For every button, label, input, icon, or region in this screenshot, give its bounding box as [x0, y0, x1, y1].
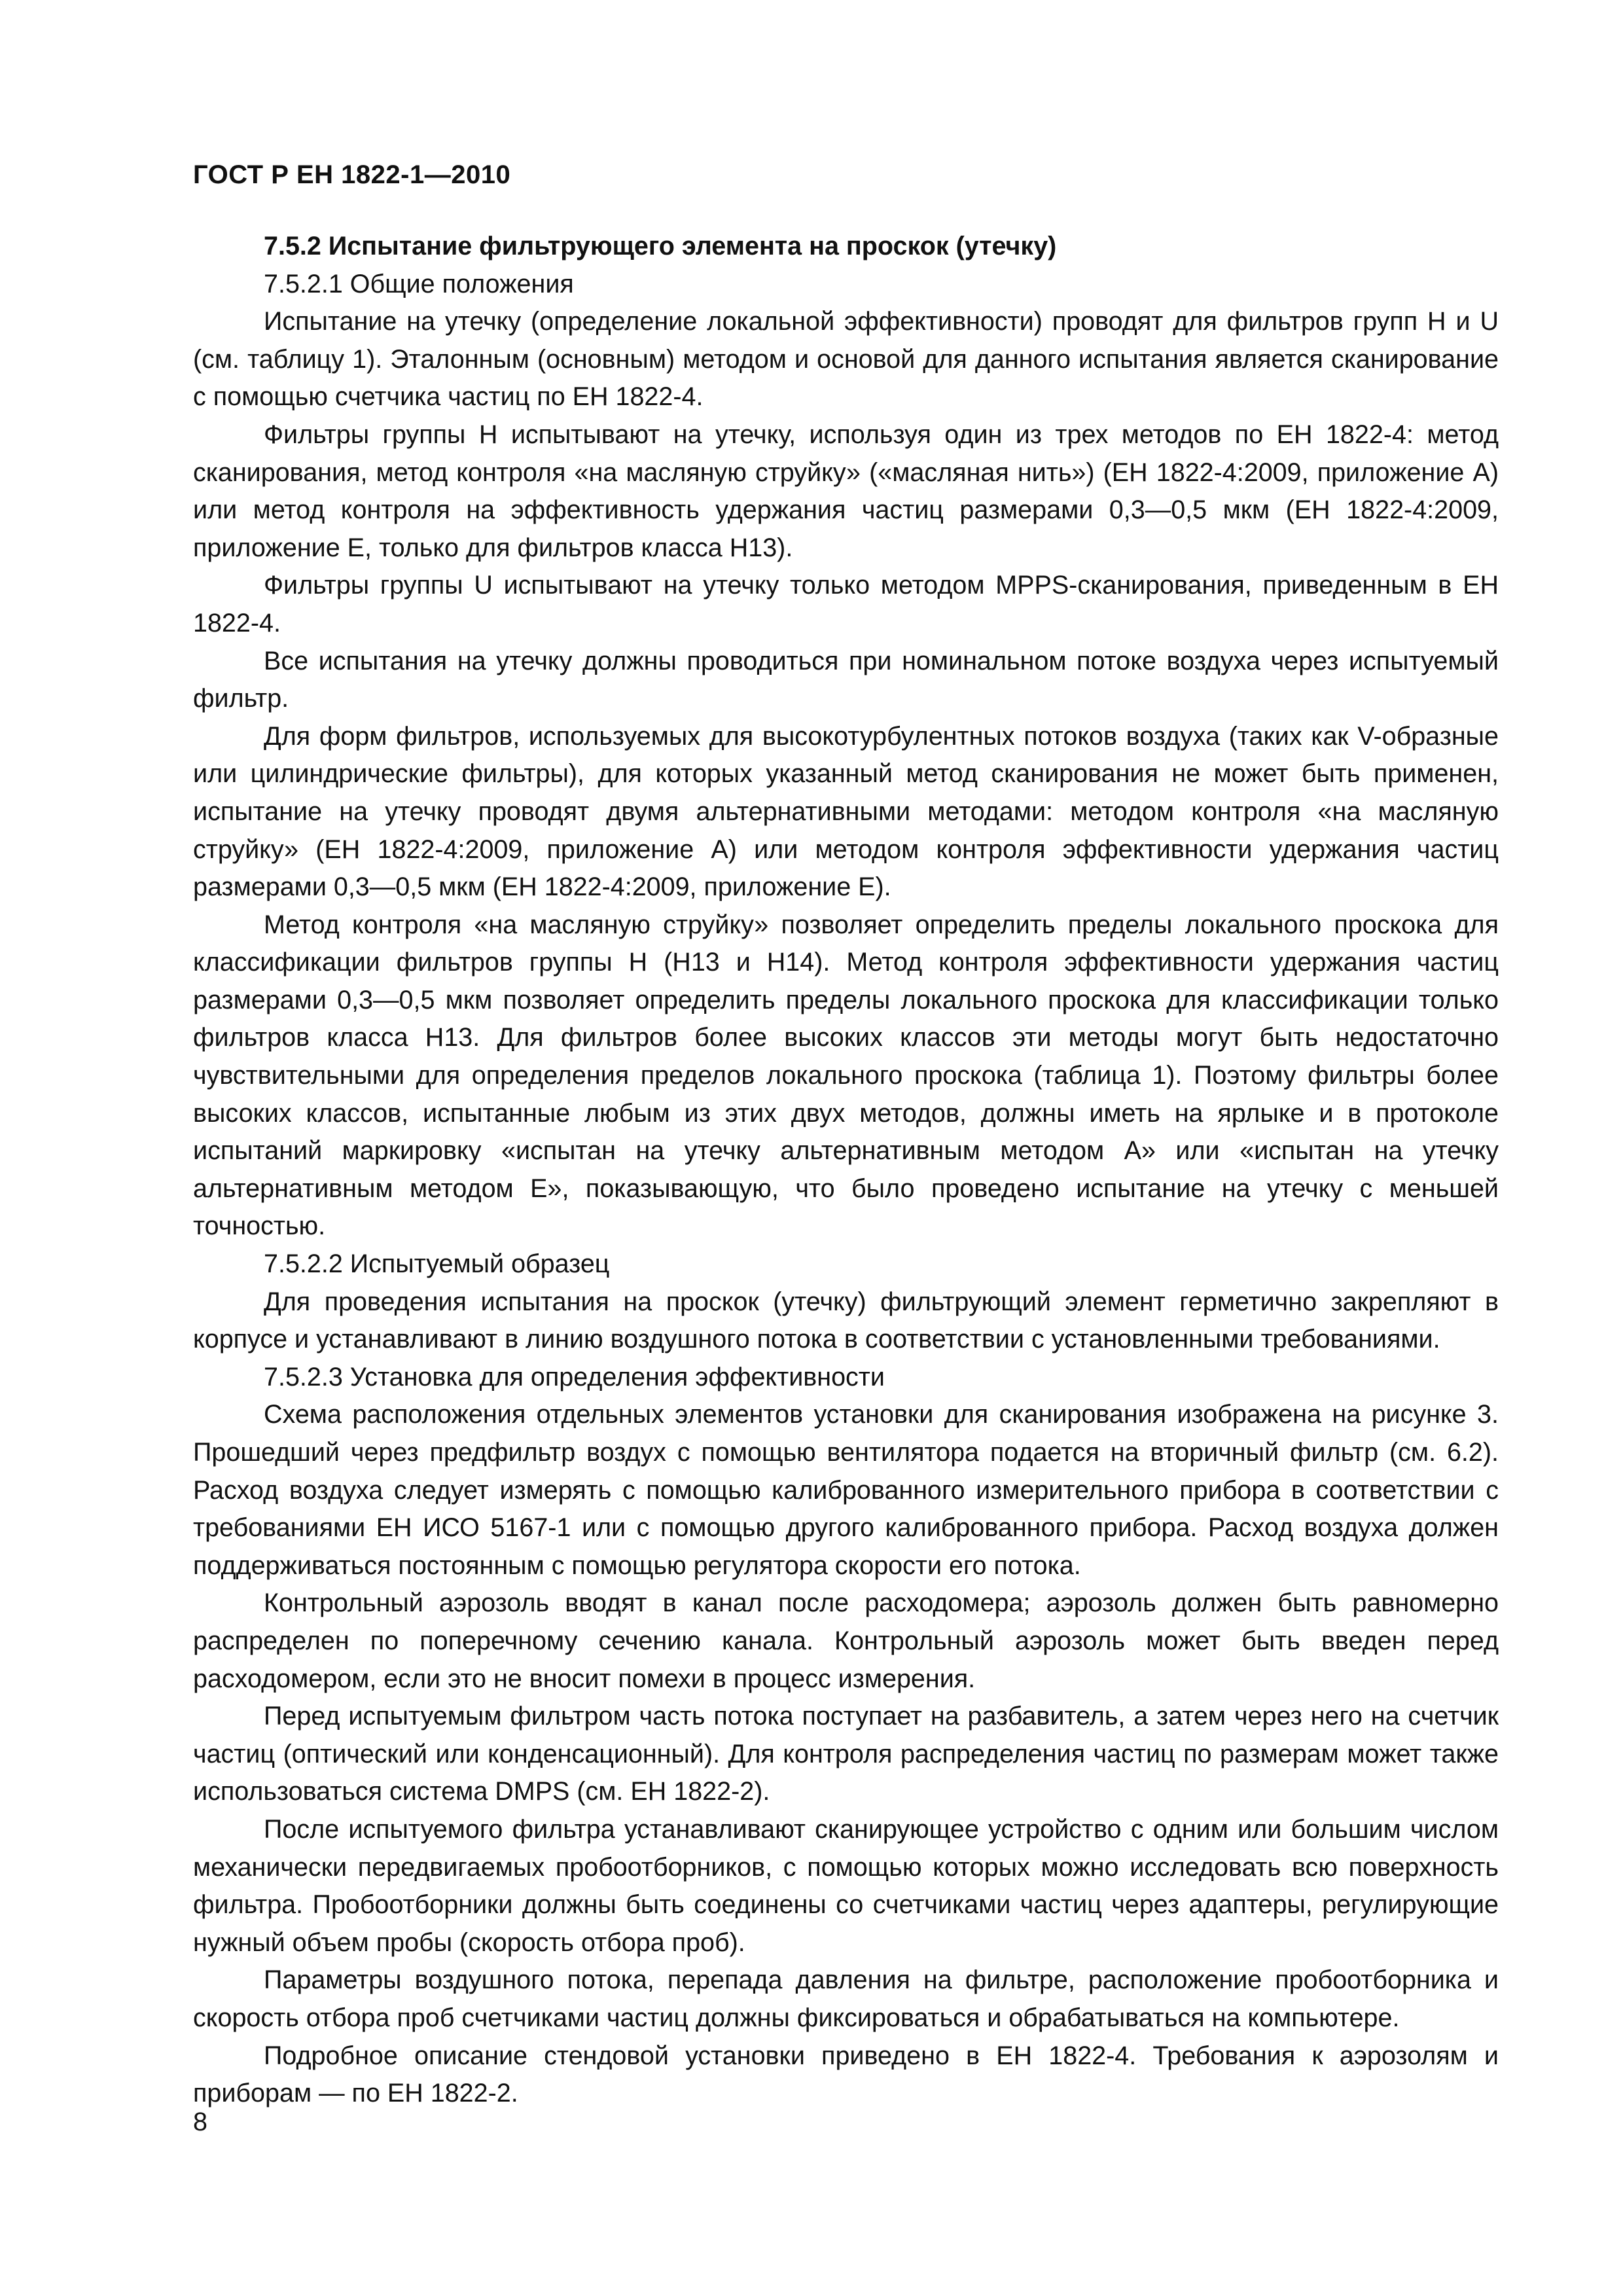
document-body: [193, 228, 1499, 2113]
paragraph: Все испытания на утечку должны проводиться при номинальном потоке воздуха через испытуемый фильтр.: [193, 646, 1499, 713]
paragraph: Подробное описание стендовой установки приведено в ЕН 1822-4. Требования к аэрозолям и приборам — по ЕН 1822-2.: [193, 2041, 1499, 2108]
paragraph: Для проведения испытания на проскок (утечку) фильтрующий элемент герметично закрепляют в корпусе и устанавливают в линию воздушного потока в соответствии с установленными требованиями.: [193, 1287, 1499, 1354]
subsection-title: 7.5.2.1 Общие положения: [264, 269, 574, 298]
paragraph: Метод контроля «на масляную струйку» позволяет определить пределы локального проскока для классификации фильтров группы H (H13 и H14). Метод контроля эффективности удержания частиц размерами 0,3—0,5 мкм позволяет определить пределы локального проскока для классификации только фильтров класса H13. Для фильтров более высоких классов эти методы могут быть недостаточно чувствительными для определения пределов локального проскока (таблица 1). Поэтому фильтры более высоких классов, испытанные любым из этих двух методов, должны иметь на ярлыке и в протоколе испытаний маркировку «испытан на утечку альтернативным методом А» или «испытан на утечку альтернативным методом Е», показывающую, что было проведено испытание на утечку с меньшей точностью.: [193, 910, 1499, 1241]
paragraph: Для форм фильтров, используемых для высокотурбулентных потоков воздуха (таких как V-образные или цилиндрические фильтры), для которых указанный метод сканирования не может быть применен, испытание на утечку проводят двумя альтернативными методами: методом контроля «на масляную струйку» (ЕН 1822-4:2009, приложение А) или методом контроля эффективности удержания частиц размерами 0,3—0,5 мкм (ЕН 1822-4:2009, приложение Е).: [193, 721, 1499, 902]
paragraph: Испытание на утечку (определение локальной эффективности) проводят для фильтров групп H и U (см. таблицу 1). Эталонным (основным) методом и основой для данного испытания является сканирование с помощью счетчика частиц по ЕН 1822-4.: [193, 307, 1499, 412]
subsection-title: 7.5.2.2 Испытуемый образец: [264, 1249, 610, 1279]
page-number: 8: [193, 2108, 207, 2136]
paragraph: Параметры воздушного потока, перепада давления на фильтре, расположение пробоотборника и скорость отбора проб счетчиками частиц должны фиксироваться и обрабатываться на компьютере.: [193, 1965, 1499, 2032]
paragraph: Перед испытуемым фильтром часть потока поступает на разбавитель, а затем через него на счетчик частиц (оптический или конденсационный). Для контроля распределения частиц по размерам может также использоваться система DMPS (см. ЕН 1822-2).: [193, 1702, 1499, 1806]
paragraph: Фильтры группы H испытывают на утечку, используя один из трех методов по ЕН 1822-4: метод сканирования, метод контроля «на масляную струйку» («масляная нить») (ЕН 1822-4:2009, приложение А) или метод контроля на эффективность удержания частиц размерами 0,3—0,5 мкм (ЕН 1822-4:2009, приложение Е, только для фильтров класса H13).: [193, 420, 1499, 562]
section-heading: 7.5.2 Испытание фильтрующего элемента на проскок (утечку): [264, 232, 1057, 260]
document-code-header: ГОСТ Р ЕН 1822-1—2010: [193, 160, 511, 189]
paragraph: Контрольный аэрозоль вводят в канал после расходомера; аэрозоль должен быть равномерно распределен по поперечному сечению канала. Контрольный аэрозоль может быть введен перед расходомером, если это не вносит помехи в процесс измерения.: [193, 1588, 1499, 1693]
paragraph: После испытуемого фильтра устанавливают сканирующее устройство с одним или большим числом механически передвигаемых пробоотборников, с помощью которых можно исследовать всю поверхность фильтра. Пробоотборники должны быть соединены со счетчиками частиц через адаптеры, регулирующие нужный объем пробы (скорость отбора проб).: [193, 1814, 1499, 1957]
paragraph: Схема расположения отдельных элементов установки для сканирования изображена на рисунке 3. Прошедший через предфильтр воздух с помощью вентилятора подается на вторичный фильтр (см. 6.2). Расход воздуха следует измерять с помощью калиброванного измерительного прибора в соответствии с требованиями ЕН ИСО 5167-1 или с помощью другого калиброванного прибора. Расход воздуха должен поддерживаться постоянным с помощью регулятора скорости его потока.: [193, 1400, 1499, 1580]
subsection-title: 7.5.2.3 Установка для определения эффективности: [264, 1362, 885, 1391]
paragraph: Фильтры группы U испытывают на утечку только методом MPPS-сканирования, приведенным в ЕН 1822-4.: [193, 571, 1499, 637]
